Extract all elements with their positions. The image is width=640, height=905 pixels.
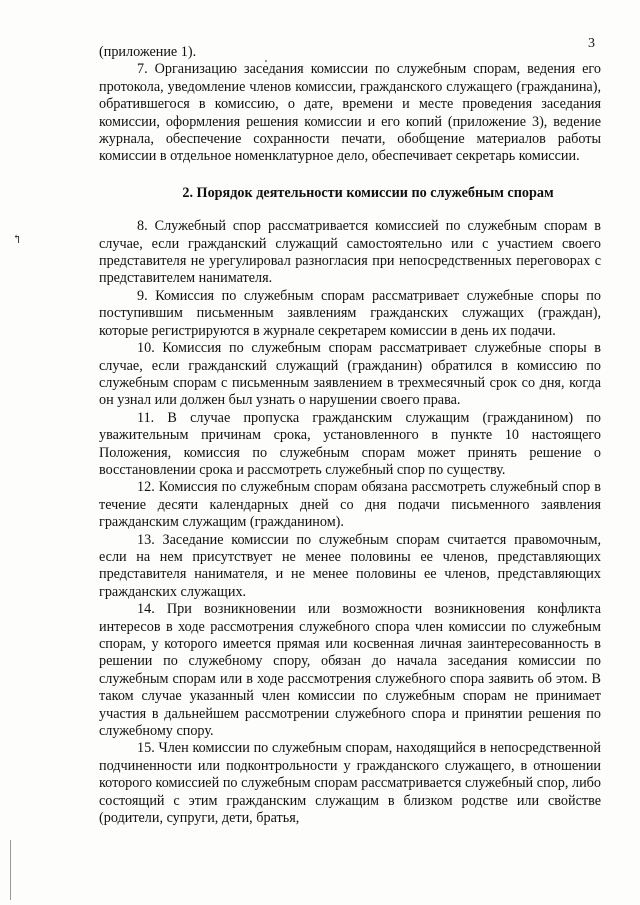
paragraph-9: 9. Комиссия по служебным спорам рассматривает служебные споры по поступившим письменным заявлениям гражданских служащих (граждан), которые регистрируются в журнале секретарем комиссии в день их подачи.	[99, 287, 601, 339]
paragraph-8: 8. Служебный спор рассматривается комиссией по служебным спорам в случае, если гражданский служащий самостоятельно или с участием своего представителя не урегулировал разногласия при непосредственных переговорах с представителем нанимателя.	[99, 218, 601, 287]
paragraph-10: 10. Комиссия по служебным спорам рассматривает служебные споры в случае, если гражданский служащий (гражданин) обратился в комиссию по служебным спорам с письменным заявлением в трехмесячный срок со дня, когда он узнал или должен был узнать о нарушении своего права.	[99, 340, 601, 409]
document-body	[99, 44, 601, 827]
margin-mark: ↰	[12, 232, 23, 246]
paragraph-7: 7. Организацию заседания комиссии по служебным спорам, ведения его протокола, уведомление членов комиссии, гражданского служащего (гражданина), обратившегося в комиссию, о дате, времени и месте проведения заседания комиссии, оформления решения комиссии и его копий (приложение 3), ведение журнала, обеспечение сохранности печати, обобщение материалов работы комиссии в отдельное номенклатурное дело, обеспечивает секретарь комиссии.	[99, 61, 601, 165]
paragraph-appendix-ref: (приложение 1).	[99, 44, 197, 60]
paragraph-11: 11. В случае пропуска гражданским служащим (гражданином) по уважительным причинам срока, установленного в пункте 10 настоящего Положения, комиссия по служебным спорам может принять решение о восстановлении срока и рассмотреть служебный спор по существу.	[99, 409, 601, 478]
paragraph-15: 15. Член комиссии по служебным спорам, находящийся в непосредственной подчиненности или подконтрольности у гражданского служащего, в отношении которого комиссией по служебным спорам рассматривается служебный спор, либо состоящий с этим гражданским служащим в близком родстве или свойстве (родители, супруги, дети, братья,	[99, 740, 601, 827]
scan-edge-line	[10, 840, 11, 900]
section-heading: 2. Порядок деятельности комиссии по служебным спорам	[182, 184, 554, 201]
paragraph-12: 12. Комиссия по служебным спорам обязана рассмотреть служебный спор в течение десяти календарных дней со дня подачи письменного заявления гражданским служащим (гражданином).	[99, 479, 601, 531]
page-number: 3	[588, 36, 595, 51]
paragraph-14: 14. При возникновении или возможности возникновения конфликта интересов в ходе рассмотрения служебного спора член комиссии по служебным спорам, у которого имеется прямая или косвенная личная заинтересованность в решении по служебному спору, обязан до начала заседания комиссии по служебным спорам или в ходе рассмотрения служебного спора заявить об этом. В таком случае указанный член комиссии по служебным спорам не принимает участия в дальнейшем рассмотрении служебного спора и принятии решения по служебному спору.	[99, 601, 601, 740]
paragraph-13: 13. Заседание комиссии по служебным спорам считается правомочным, если на нем присутствует не менее половины ее членов, представляющих представителя нанимателя, и не менее половины ее членов, представляющих гражданских служащих.	[99, 531, 601, 600]
